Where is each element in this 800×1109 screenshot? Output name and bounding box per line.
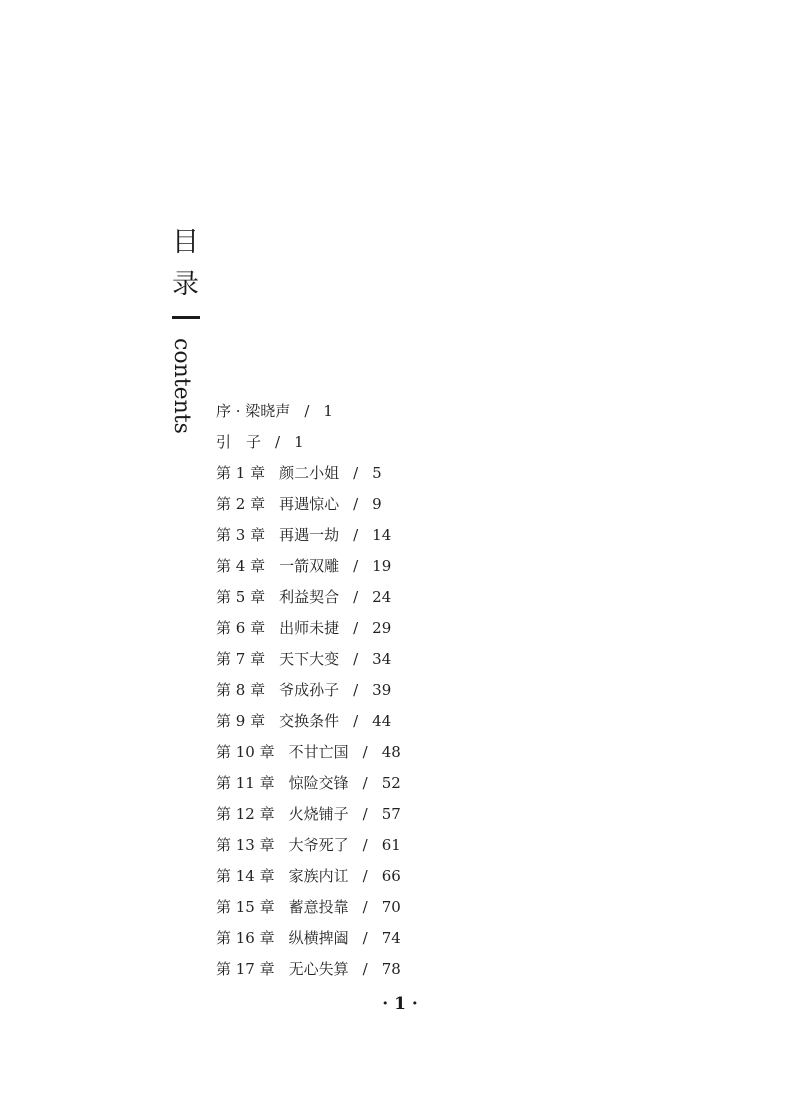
toc-separator: / (362, 836, 368, 854)
toc-chapter-title: 再遇一劫 (279, 526, 340, 544)
toc-page-number: 19 (372, 557, 392, 575)
toc-entry (216, 768, 401, 799)
table-of-contents (216, 396, 401, 985)
toc-chapter-title: 家族内讧 (288, 867, 349, 885)
toc-page-number: 24 (372, 588, 392, 606)
toc-page-number: 66 (381, 867, 401, 885)
toc-entry (216, 799, 401, 830)
toc-page-number: 48 (381, 743, 401, 761)
toc-page-number: 57 (381, 805, 401, 823)
toc-page-number: 5 (372, 464, 382, 482)
toc-page-number: 9 (372, 495, 382, 513)
toc-entry (216, 861, 401, 892)
toc-chapter-title: 一箭双雕 (279, 557, 340, 575)
toc-entry (216, 675, 401, 706)
toc-chapter-number: 第 1 章 (216, 464, 266, 482)
toc-separator: / (362, 960, 368, 978)
toc-page-number: 52 (381, 774, 401, 792)
toc-separator: / (362, 743, 368, 761)
toc-separator: / (362, 867, 368, 885)
toc-chapter-title: 纵横捭阖 (288, 929, 349, 947)
toc-chapter-title: 天下大变 (279, 650, 340, 668)
toc-chapter-number: 第 16 章 (216, 929, 275, 947)
toc-separator: / (353, 712, 359, 730)
toc-separator: / (353, 681, 359, 699)
toc-separator: / (362, 898, 368, 916)
toc-separator: / (353, 588, 359, 606)
toc-page-number: 78 (381, 960, 401, 978)
toc-page-number: 14 (372, 526, 392, 544)
toc-chapter-number: 第 4 章 (216, 557, 266, 575)
toc-entry (216, 458, 401, 489)
toc-entry (216, 923, 401, 954)
toc-chapter-title: 出师未捷 (279, 619, 340, 637)
toc-separator: / (353, 464, 359, 482)
toc-heading-char-1: 目 (172, 227, 199, 258)
toc-separator: / (353, 526, 359, 544)
toc-page-number: 70 (381, 898, 401, 916)
toc-chapter-number: 第 2 章 (216, 495, 266, 513)
toc-chapter-title: 惊险交锋 (288, 774, 349, 792)
toc-chapter-title: 大爷死了 (288, 836, 349, 854)
toc-page-number: 29 (372, 619, 392, 637)
toc-separator: / (353, 495, 359, 513)
toc-separator: / (275, 433, 281, 451)
toc-entry (216, 427, 401, 458)
toc-entry (216, 830, 401, 861)
toc-heading-char-2: 录 (172, 269, 199, 300)
toc-chapter-title: 再遇惊心 (279, 495, 340, 513)
toc-page-number: 34 (372, 650, 392, 668)
toc-chapter-number: 第 6 章 (216, 619, 266, 637)
toc-chapter-number: 第 17 章 (216, 960, 275, 978)
toc-chapter-number: 第 3 章 (216, 526, 266, 544)
contents-label: contents (169, 338, 194, 434)
toc-separator: / (353, 650, 359, 668)
toc-chapter-number: 第 7 章 (216, 650, 266, 668)
toc-chapter-number: 第 15 章 (216, 898, 275, 916)
toc-page-number: 74 (381, 929, 401, 947)
toc-chapter-number: 第 8 章 (216, 681, 266, 699)
toc-chapter-title: 引 子 (216, 433, 262, 451)
toc-entry (216, 737, 401, 768)
toc-chapter-number: 第 11 章 (216, 774, 275, 792)
toc-chapter-title: 蓄意投靠 (288, 898, 349, 916)
toc-entry (216, 892, 401, 923)
toc-chapter-number: 第 14 章 (216, 867, 275, 885)
toc-entry (216, 489, 401, 520)
toc-chapter-title: 无心失算 (288, 960, 349, 978)
toc-entry (216, 582, 401, 613)
toc-chapter-number: 第 12 章 (216, 805, 275, 823)
toc-entry (216, 520, 401, 551)
toc-entry (216, 954, 401, 985)
toc-separator: / (353, 619, 359, 637)
heading-rule (172, 316, 200, 319)
toc-separator: / (362, 929, 368, 947)
toc-entry (216, 396, 401, 427)
toc-page-number: 61 (381, 836, 401, 854)
toc-separator: / (362, 805, 368, 823)
toc-separator: / (304, 402, 310, 420)
toc-chapter-title: 交换条件 (279, 712, 340, 730)
toc-chapter-title: 爷成孙子 (279, 681, 340, 699)
toc-chapter-title: 颜二小姐 (279, 464, 340, 482)
toc-entry (216, 644, 401, 675)
toc-entry (216, 551, 401, 582)
toc-chapter-number: 第 5 章 (216, 588, 266, 606)
toc-chapter-title: 序 · 梁晓声 (216, 402, 291, 420)
toc-chapter-number: 第 9 章 (216, 712, 266, 730)
toc-page-number: 1 (294, 433, 304, 451)
toc-chapter-number: 第 10 章 (216, 743, 275, 761)
toc-page-number: 44 (372, 712, 392, 730)
toc-page-number: 1 (323, 402, 333, 420)
toc-page-number: 39 (372, 681, 392, 699)
page-number: · 1 · (382, 994, 418, 1014)
toc-chapter-title: 不甘亡国 (288, 743, 349, 761)
toc-entry (216, 706, 401, 737)
toc-separator: / (362, 774, 368, 792)
toc-entry (216, 613, 401, 644)
toc-separator: / (353, 557, 359, 575)
toc-chapter-title: 利益契合 (279, 588, 340, 606)
toc-chapter-number: 第 13 章 (216, 836, 275, 854)
toc-chapter-title: 火烧铺子 (288, 805, 349, 823)
